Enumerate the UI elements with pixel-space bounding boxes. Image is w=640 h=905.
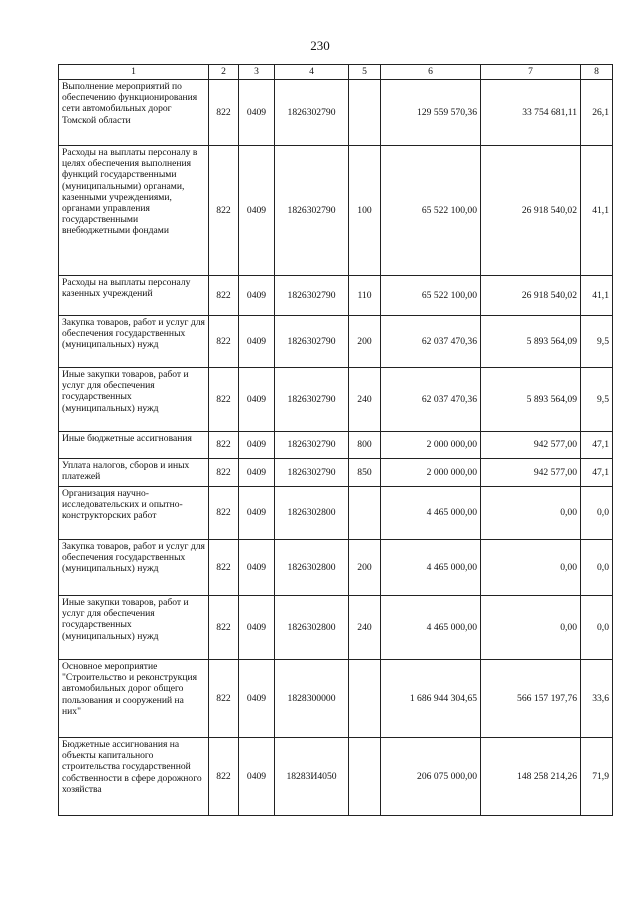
planned-amount: 62 037 470,36	[381, 316, 481, 368]
ministry-code: 822	[209, 540, 239, 596]
table-row	[59, 459, 613, 487]
planned-amount: 206 075 000,00	[381, 738, 481, 816]
expense-type-code: 800	[349, 432, 381, 459]
expense-type-code	[349, 80, 381, 146]
table-row	[59, 368, 613, 432]
section-code: 0409	[239, 660, 275, 738]
ministry-code: 822	[209, 146, 239, 276]
ministry-code: 822	[209, 487, 239, 540]
executed-amount: 5 893 564,09	[481, 316, 581, 368]
planned-amount: 4 465 000,00	[381, 487, 481, 540]
execution-percent: 0,0	[581, 540, 613, 596]
planned-amount: 2 000 000,00	[381, 459, 481, 487]
table-row	[59, 660, 613, 738]
section-code: 0409	[239, 80, 275, 146]
expense-type-code: 850	[349, 459, 381, 487]
target-article-code: 1826302790	[275, 316, 349, 368]
execution-percent: 33,6	[581, 660, 613, 738]
column-header: 1	[59, 65, 209, 80]
row-description: Иные бюджетные ассигнования	[59, 432, 209, 459]
expense-type-code: 200	[349, 540, 381, 596]
table-row	[59, 738, 613, 816]
executed-amount: 33 754 681,11	[481, 80, 581, 146]
section-code: 0409	[239, 316, 275, 368]
expense-type-code	[349, 660, 381, 738]
table-row	[59, 487, 613, 540]
execution-percent: 9,5	[581, 368, 613, 432]
section-code: 0409	[239, 368, 275, 432]
executed-amount: 0,00	[481, 487, 581, 540]
execution-percent: 71,9	[581, 738, 613, 816]
row-description: Расходы на выплаты персоналу казенных учреждений	[59, 276, 209, 316]
table-row	[59, 596, 613, 660]
execution-percent: 0,0	[581, 596, 613, 660]
expense-type-code	[349, 738, 381, 816]
ministry-code: 822	[209, 432, 239, 459]
ministry-code: 822	[209, 738, 239, 816]
column-header: 7	[481, 65, 581, 80]
execution-percent: 47,1	[581, 459, 613, 487]
target-article-code: 1826302790	[275, 80, 349, 146]
planned-amount: 2 000 000,00	[381, 432, 481, 459]
row-description: Иные закупки товаров, работ и услуг для обеспечения государственных (муниципальных) нужд	[59, 596, 209, 660]
table-row	[59, 316, 613, 368]
section-code: 0409	[239, 146, 275, 276]
expense-type-code: 240	[349, 368, 381, 432]
target-article-code: 1826302790	[275, 432, 349, 459]
executed-amount: 566 157 197,76	[481, 660, 581, 738]
execution-percent: 47,1	[581, 432, 613, 459]
ministry-code: 822	[209, 276, 239, 316]
row-description: Уплата налогов, сборов и иных платежей	[59, 459, 209, 487]
section-code: 0409	[239, 459, 275, 487]
row-description: Основное мероприятие "Строительство и реконструкция автомобильных дорог общего пользования и сооружений на них"	[59, 660, 209, 738]
execution-percent: 0,0	[581, 487, 613, 540]
executed-amount: 0,00	[481, 540, 581, 596]
row-description: Бюджетные ассигнования на объекты капитального строительства государственной собственности в сфере дорожного хозяйства	[59, 738, 209, 816]
executed-amount: 148 258 214,26	[481, 738, 581, 816]
executed-amount: 942 577,00	[481, 432, 581, 459]
ministry-code: 822	[209, 316, 239, 368]
target-article-code: 18283И4050	[275, 738, 349, 816]
section-code: 0409	[239, 276, 275, 316]
expense-type-code	[349, 487, 381, 540]
target-article-code: 1828300000	[275, 660, 349, 738]
planned-amount: 62 037 470,36	[381, 368, 481, 432]
planned-amount: 65 522 100,00	[381, 276, 481, 316]
execution-percent: 41,1	[581, 146, 613, 276]
column-header: 5	[349, 65, 381, 80]
column-header: 8	[581, 65, 613, 80]
column-header: 3	[239, 65, 275, 80]
section-code: 0409	[239, 487, 275, 540]
section-code: 0409	[239, 432, 275, 459]
column-header: 4	[275, 65, 349, 80]
expense-type-code: 200	[349, 316, 381, 368]
planned-amount: 4 465 000,00	[381, 540, 481, 596]
ministry-code: 822	[209, 459, 239, 487]
row-description: Организация научно-исследовательских и опытно-конструкторских работ	[59, 487, 209, 540]
ministry-code: 822	[209, 368, 239, 432]
table-row	[59, 80, 613, 146]
target-article-code: 1826302800	[275, 540, 349, 596]
planned-amount: 129 559 570,36	[381, 80, 481, 146]
target-article-code: 1826302790	[275, 276, 349, 316]
executed-amount: 0,00	[481, 596, 581, 660]
target-article-code: 1826302790	[275, 368, 349, 432]
row-description: Закупка товаров, работ и услуг для обеспечения государственных (муниципальных) нужд	[59, 316, 209, 368]
row-description: Выполнение мероприятий по обеспечению функционирования сети автомобильных дорог Томской области	[59, 80, 209, 146]
executed-amount: 5 893 564,09	[481, 368, 581, 432]
section-code: 0409	[239, 596, 275, 660]
page-number: 230	[310, 38, 330, 53]
executed-amount: 942 577,00	[481, 459, 581, 487]
planned-amount: 65 522 100,00	[381, 146, 481, 276]
expense-type-code: 110	[349, 276, 381, 316]
column-header: 6	[381, 65, 481, 80]
row-description: Иные закупки товаров, работ и услуг для обеспечения государственных (муниципальных) нужд	[59, 368, 209, 432]
table-row	[59, 276, 613, 316]
section-code: 0409	[239, 540, 275, 596]
execution-percent: 9,5	[581, 316, 613, 368]
table-row	[59, 540, 613, 596]
table-row	[59, 146, 613, 276]
executed-amount: 26 918 540,02	[481, 146, 581, 276]
target-article-code: 1826302790	[275, 146, 349, 276]
column-header: 2	[209, 65, 239, 80]
row-description: Закупка товаров, работ и услуг для обеспечения государственных (муниципальных) нужд	[59, 540, 209, 596]
ministry-code: 822	[209, 80, 239, 146]
planned-amount: 1 686 944 304,65	[381, 660, 481, 738]
row-description: Расходы на выплаты персоналу в целях обеспечения выполнения функций государственными (муниципальными) органами, казенными учреждениями, органами управления государственными внебюджетными фондами	[59, 146, 209, 276]
expense-type-code: 240	[349, 596, 381, 660]
expense-type-code: 100	[349, 146, 381, 276]
planned-amount: 4 465 000,00	[381, 596, 481, 660]
execution-percent: 26,1	[581, 80, 613, 146]
ministry-code: 822	[209, 596, 239, 660]
target-article-code: 1826302800	[275, 596, 349, 660]
target-article-code: 1826302800	[275, 487, 349, 540]
target-article-code: 1826302790	[275, 459, 349, 487]
section-code: 0409	[239, 738, 275, 816]
ministry-code: 822	[209, 660, 239, 738]
execution-percent: 41,1	[581, 276, 613, 316]
budget-table	[58, 64, 613, 816]
table-header-row	[59, 65, 613, 80]
table-row	[59, 432, 613, 459]
executed-amount: 26 918 540,02	[481, 276, 581, 316]
